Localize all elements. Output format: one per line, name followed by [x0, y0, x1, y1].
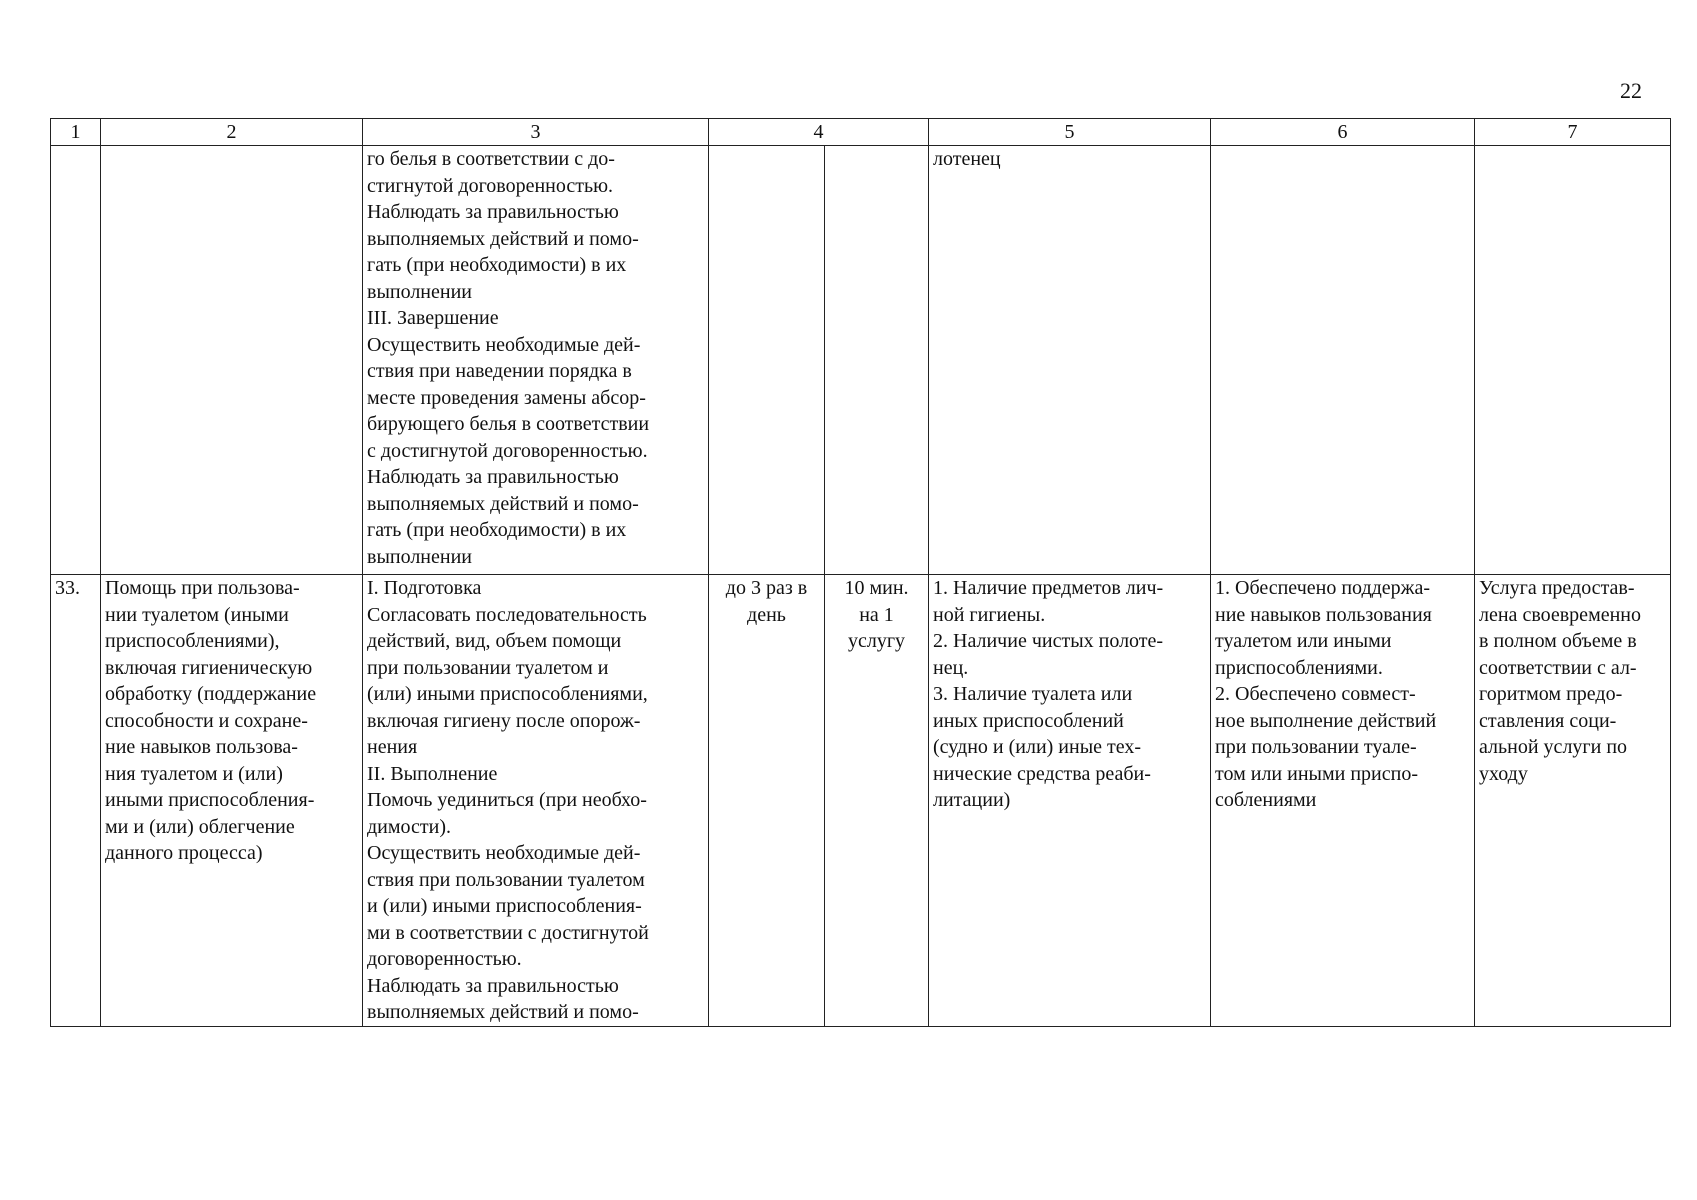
cell-quality: [1475, 146, 1671, 575]
cell-result: 1. Обеспечено поддержа- ние навыков пользования туалетом или иными приспособлениями. 2. Обеспечено совмест- ное выполнение действий при пользовании туале- том или иными приспо- соблениями: [1211, 575, 1475, 1027]
cell-service-name: [101, 146, 363, 575]
header-row: [51, 119, 1671, 146]
cell-frequency: [709, 146, 825, 575]
cell-duration: 10 мин. на 1 услугу: [825, 575, 929, 1027]
cell-quality: Услуга предостав- лена своевременно в полном объеме в соответствии с ал- горитмом предо- ставления соци- альной услуги по уходу: [1475, 575, 1671, 1027]
header-col-6: 6: [1211, 119, 1475, 146]
page-number: 22: [1620, 78, 1642, 103]
header-col-3: 3: [363, 119, 709, 146]
cell-conditions: лотенец: [929, 146, 1211, 575]
cell-duration: [825, 146, 929, 575]
header-col-5: 5: [929, 119, 1211, 146]
services-table: [50, 118, 1671, 1027]
header-col-1: 1: [51, 119, 101, 146]
header-col-4: 4: [709, 119, 929, 146]
cell-result: [1211, 146, 1475, 575]
table-row: [51, 146, 1671, 575]
cell-service-name: Помощь при пользова- нии туалетом (иными приспособлениями), включая гигиеническую обработку (поддержание способности и сохране- ние навыков пользова- ния туалетом и (или) иными приспособления- ми и (или) облегчение данного процесса): [101, 575, 363, 1027]
header-col-7: 7: [1475, 119, 1671, 146]
cell-number: 33.: [51, 575, 101, 1027]
cell-steps: I. Подготовка Согласовать последовательность действий, вид, объем помощи при пользовании туалетом и (или) иными приспособлениями, включая гигиену после опорож- нения II. Выполнение Помочь уединиться (при необхо- димости). Осуществить необходимые дей- ствия при пользовании туалетом и (или) иными приспособления- ми в соответствии с достигнутой договоренностью. Наблюдать за правильностью выполняемых действий и помо-: [363, 575, 709, 1027]
cell-frequency: до 3 раз в день: [709, 575, 825, 1027]
table-row: [51, 575, 1671, 1027]
cell-steps: го белья в соответствии с до- стигнутой договоренностью. Наблюдать за правильностью выполняемых действий и помо- гать (при необходимости) в их выполнении III. Завершение Осуществить необходимые дей- ствия при наведении порядка в месте проведения замены абсор- бирующего белья в соответствии с достигнутой договоренностью. Наблюдать за правильностью выполняемых действий и помо- гать (при необходимости) в их выполнении: [363, 146, 709, 575]
header-col-2: 2: [101, 119, 363, 146]
cell-number: [51, 146, 101, 575]
cell-conditions: 1. Наличие предметов лич- ной гигиены. 2. Наличие чистых полоте- нец. 3. Наличие туалета или иных приспособлений (судно и (или) иные тех- нические средства реаби- литации): [929, 575, 1211, 1027]
